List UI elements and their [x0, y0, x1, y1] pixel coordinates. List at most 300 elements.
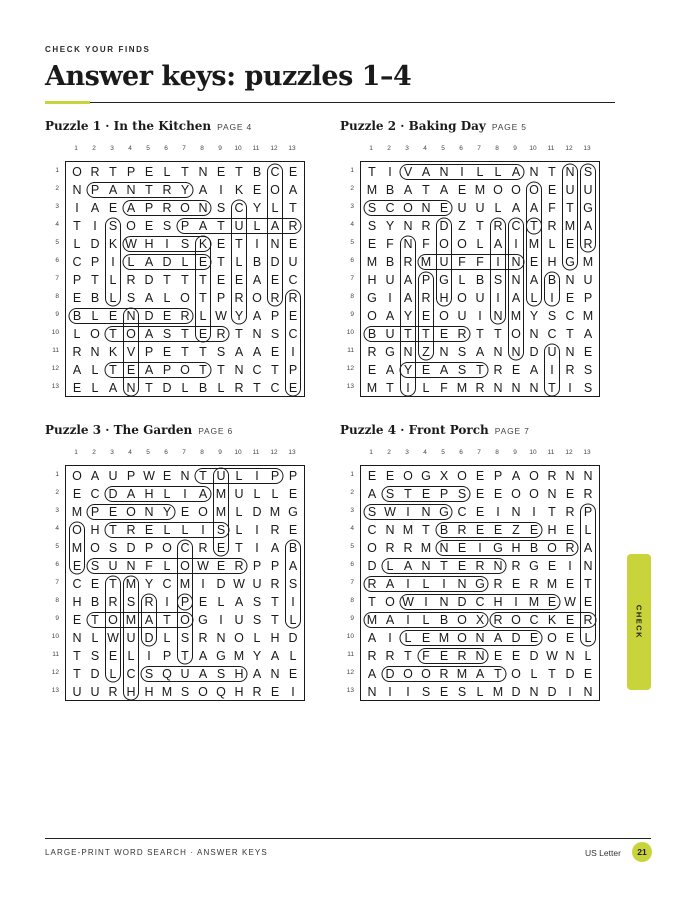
grid-letter: S: [216, 201, 226, 215]
column-number: 9: [218, 449, 222, 456]
grid-letter: I: [93, 219, 97, 233]
grid-letter: N: [252, 327, 262, 341]
grid-letter: I: [568, 559, 572, 573]
grid-letter: E: [216, 273, 226, 287]
grid-letter: O: [421, 667, 431, 681]
grid-letter: O: [108, 613, 118, 627]
grid-letter: E: [367, 363, 377, 377]
grid-letter: R: [234, 381, 244, 395]
grid-letter: E: [288, 309, 298, 323]
answer-loop-swing: [364, 505, 452, 520]
grid-letter: N: [180, 469, 190, 483]
grid-letter: U: [72, 685, 82, 699]
row-number: 10: [51, 633, 59, 640]
column-number: 4: [128, 145, 132, 152]
grid-letter: H: [547, 255, 557, 269]
grid-letter: R: [385, 541, 395, 555]
grid-letter: R: [421, 291, 431, 305]
grid-letter: N: [126, 309, 136, 323]
grid-letter: N: [529, 327, 539, 341]
grid-letter: L: [163, 523, 171, 537]
grid-letter: R: [108, 595, 118, 609]
grid-letter: I: [532, 505, 536, 519]
grid-letter: E: [493, 487, 503, 501]
grid-letter: R: [180, 309, 190, 323]
grid-letter: E: [288, 523, 298, 537]
grid-letter: S: [216, 345, 226, 359]
column-numbers: [65, 449, 305, 459]
answer-loop-lawn: [214, 468, 229, 556]
grid-letter: O: [72, 469, 82, 483]
grid-letter: F: [145, 559, 153, 573]
row-number: 9: [350, 311, 354, 318]
row-number: 8: [350, 597, 354, 604]
grid-letter: I: [496, 505, 500, 519]
grid-letter: T: [181, 327, 189, 341]
grid-letter: E: [583, 595, 593, 609]
row-number: 2: [55, 489, 59, 496]
answer-loop-doormat: [382, 667, 506, 682]
grid-letter: O: [547, 541, 557, 555]
grid-letter: M: [564, 219, 576, 233]
grid-letter: P: [288, 363, 298, 377]
grid-letter: S: [108, 541, 118, 555]
grid-letter: S: [493, 273, 503, 287]
grid-letter: M: [71, 541, 83, 555]
row-number: 8: [350, 293, 354, 300]
grid-letter: A: [511, 201, 521, 215]
grid-letter: L: [199, 309, 207, 323]
grid-letter: B: [198, 381, 208, 395]
grid-letter: E: [565, 577, 575, 591]
grid-letter: R: [529, 577, 539, 591]
answer-loop-lantern: [382, 559, 506, 574]
grid-letter: T: [253, 381, 261, 395]
puzzle-name: Puzzle 2 · Baking Day: [340, 119, 486, 133]
puzzle-title: [45, 421, 233, 439]
answer-loop-apron: [123, 201, 211, 216]
row-number: 2: [350, 185, 354, 192]
grid-letter: I: [568, 685, 572, 699]
grid-letter: L: [530, 667, 538, 681]
grid-letter: A: [288, 559, 298, 573]
grid-letter: T: [109, 577, 117, 591]
grid-letter: M: [125, 613, 137, 627]
grid-letter: I: [514, 595, 518, 609]
grid-letter: O: [511, 183, 521, 197]
grid-letter: E: [547, 559, 557, 573]
grid-letter: C: [270, 381, 280, 395]
grid-letter: L: [289, 613, 297, 627]
grid-letter: E: [439, 201, 449, 215]
column-number: 3: [110, 145, 114, 152]
grid-letter: D: [144, 273, 154, 287]
grid-letter: F: [422, 649, 430, 663]
column-number: 4: [128, 449, 132, 456]
row-number: 7: [55, 275, 59, 282]
grid-letter: P: [144, 541, 154, 555]
grid-letter: N: [511, 505, 521, 519]
grid-letter: L: [476, 685, 484, 699]
grid-letter: O: [439, 237, 449, 251]
answer-loop-squash: [141, 667, 247, 682]
grid-letter: G: [288, 505, 298, 519]
grid-letter: U: [583, 273, 593, 287]
answer-loop-tulip: [195, 469, 283, 484]
grid-letter: R: [403, 255, 413, 269]
grid-letter: L: [404, 631, 412, 645]
grid-letter: A: [403, 183, 413, 197]
grid-letter: W: [402, 595, 414, 609]
grid-letter: M: [582, 255, 594, 269]
grid-letter: G: [421, 469, 431, 483]
row-number: 9: [350, 615, 354, 622]
grid-letter: H: [234, 685, 244, 699]
grid-letter: S: [457, 685, 467, 699]
grid-letter: L: [91, 363, 99, 377]
grid-letter: T: [566, 201, 574, 215]
grid-letter: R: [162, 183, 172, 197]
grid-letter: N: [270, 237, 280, 251]
grid-letter: X: [439, 469, 449, 483]
grid-letter: E: [583, 667, 593, 681]
grid-letter: L: [235, 505, 243, 519]
grid-letter: M: [215, 487, 227, 501]
grid-letter: G: [439, 505, 449, 519]
grid-letter: N: [421, 559, 431, 573]
grid-letter: G: [439, 273, 449, 287]
grid-letter: L: [109, 667, 117, 681]
grid-letter: E: [529, 523, 539, 537]
grid-letter: I: [165, 237, 169, 251]
grid-letter: N: [421, 201, 431, 215]
grid-letter: E: [565, 631, 575, 645]
grid-letter: P: [90, 255, 100, 269]
grid-letter: N: [126, 183, 136, 197]
grid-letter: I: [406, 505, 410, 519]
grid-letter: M: [420, 541, 432, 555]
grid-letter: E: [439, 685, 449, 699]
grid-letter: N: [126, 381, 136, 395]
grid-letter: L: [163, 165, 171, 179]
grid-letter: L: [476, 237, 484, 251]
header-rule: [45, 102, 615, 103]
grid-letter: L: [73, 237, 81, 251]
grid-letter: E: [457, 559, 467, 573]
grid-letter: A: [198, 667, 208, 681]
grid-letter: H: [144, 487, 154, 501]
grid-letter: M: [233, 649, 245, 663]
grid-letter: B: [439, 613, 449, 627]
grid-letter: B: [252, 165, 262, 179]
grid-letter: O: [457, 469, 467, 483]
grid-letter: E: [565, 487, 575, 501]
grid-letter: W: [546, 649, 558, 663]
grid-letter: R: [162, 201, 172, 215]
grid-letter: T: [440, 559, 448, 573]
grid-letter: T: [109, 523, 117, 537]
grid-letter: N: [72, 631, 82, 645]
grid-letter: W: [384, 505, 396, 519]
grid-letter: P: [126, 165, 136, 179]
grid-letter: N: [198, 201, 208, 215]
column-number: 8: [495, 449, 499, 456]
grid-letter: E: [144, 165, 154, 179]
grid-letter: L: [494, 201, 502, 215]
grid-letter: T: [109, 165, 117, 179]
grid-letter: N: [565, 345, 575, 359]
row-number: 2: [350, 489, 354, 496]
column-number: 5: [441, 449, 445, 456]
row-number: 9: [55, 311, 59, 318]
grid-letter: G: [367, 291, 377, 305]
grid-letter: T: [422, 183, 430, 197]
answer-loop-spring: [124, 576, 139, 700]
answer-loop-beam: [545, 272, 560, 306]
grid-letter: T: [73, 219, 81, 233]
answer-loop-rake: [142, 594, 157, 646]
grid-letter: E: [270, 345, 280, 359]
answer-loops: [363, 467, 597, 701]
grid-letter: N: [439, 541, 449, 555]
column-number: 7: [182, 145, 186, 152]
grid-letter: E: [439, 649, 449, 663]
grid-letter: S: [180, 631, 190, 645]
grid-letter: A: [144, 613, 154, 627]
grid-letter: L: [91, 631, 99, 645]
grid-letter: W: [125, 237, 137, 251]
grid-letter: B: [439, 523, 449, 537]
grid-letter: A: [252, 667, 262, 681]
grid-letter: R: [439, 667, 449, 681]
grid-letter: T: [217, 219, 225, 233]
grid-letter: L: [271, 487, 279, 501]
grid-letter: S: [180, 685, 190, 699]
column-number: 12: [565, 449, 573, 456]
answer-loop-yeast: [400, 363, 488, 378]
grid-letter: O: [439, 309, 449, 323]
grid-letter: E: [529, 255, 539, 269]
grid-letter: B: [90, 291, 100, 305]
grid-letter: L: [548, 237, 556, 251]
grid-letter: R: [234, 291, 244, 305]
grid-letter: N: [493, 559, 503, 573]
grid-letter: T: [181, 649, 189, 663]
grid-letter: U: [288, 255, 298, 269]
grid-letter: U: [180, 667, 190, 681]
grid-letter: E: [72, 559, 82, 573]
grid-letter: L: [109, 291, 117, 305]
grid-letter: G: [385, 345, 395, 359]
grid-letter: T: [289, 201, 297, 215]
column-number: 6: [164, 449, 168, 456]
grid-letter: R: [367, 649, 377, 663]
row-number: 13: [51, 687, 59, 694]
row-number: 12: [346, 669, 354, 676]
grid-letter: T: [476, 363, 484, 377]
grid-letter: N: [270, 667, 280, 681]
grid-letter: T: [199, 291, 207, 305]
grid-letter: T: [109, 327, 117, 341]
answer-loop-mailbox: [364, 613, 488, 628]
grid-letter: I: [255, 469, 259, 483]
grid-letter: N: [583, 469, 593, 483]
row-number: 8: [55, 293, 59, 300]
grid-letter: A: [90, 469, 100, 483]
check-side-tab[interactable]: [627, 554, 651, 690]
row-number: 12: [346, 365, 354, 372]
grid-letter: E: [565, 291, 575, 305]
answer-loop-scone: [364, 201, 452, 216]
grid-letter: I: [460, 165, 464, 179]
answer-loop-teapot: [105, 363, 211, 378]
grid-letter: S: [457, 363, 467, 377]
grid-letter: C: [385, 201, 395, 215]
grid-letter: R: [288, 219, 298, 233]
grid-letter: R: [475, 381, 485, 395]
grid-letter: R: [72, 345, 82, 359]
grid-letter: L: [271, 201, 279, 215]
grid-letter: D: [108, 487, 118, 501]
grid-letter: L: [181, 381, 189, 395]
grid-letter: O: [493, 183, 503, 197]
grid-letter: C: [234, 201, 244, 215]
grid-letter: A: [126, 487, 136, 501]
grid-letter: L: [181, 255, 189, 269]
column-number: 10: [234, 449, 242, 456]
grid-letter: A: [385, 363, 395, 377]
grid-letter: S: [252, 595, 262, 609]
column-number: 13: [583, 449, 591, 456]
grid-letter: F: [548, 201, 556, 215]
grid-letter: O: [90, 541, 100, 555]
grid-letter: P: [270, 309, 280, 323]
grid-letter: A: [126, 201, 136, 215]
eyebrow: CHECK YOUR FINDS: [45, 45, 151, 54]
grid-letter: T: [91, 613, 99, 627]
grid-letter: C: [270, 165, 280, 179]
row-number: 11: [52, 347, 59, 354]
grid-letter: L: [253, 219, 261, 233]
answer-loop-dough: [437, 218, 452, 306]
grid-letter: N: [529, 165, 539, 179]
grid-letter: E: [108, 309, 118, 323]
footer-text: LARGE-PRINT WORD SEARCH · ANSWER KEYS: [45, 848, 268, 857]
grid-letter: T: [91, 273, 99, 287]
grid-letter: T: [145, 381, 153, 395]
grid-letter: T: [109, 363, 117, 377]
row-number: 1: [350, 471, 354, 478]
grid-letter: G: [493, 541, 503, 555]
grid-letter: O: [180, 363, 190, 377]
row-number: 8: [55, 597, 59, 604]
header-accent-bar: [45, 101, 90, 104]
letter-grid: [360, 465, 600, 701]
grid-letter: U: [252, 577, 262, 591]
grid-letter: A: [144, 291, 154, 305]
row-number: 7: [350, 275, 354, 282]
grid-letter: A: [439, 183, 449, 197]
grid-letter: O: [367, 309, 377, 323]
footer-rule: [45, 838, 651, 839]
grid-letter: Y: [529, 309, 539, 323]
row-number: 5: [350, 239, 354, 246]
grid-letter: L: [584, 631, 592, 645]
grid-letter: E: [108, 505, 118, 519]
grid-letter: N: [439, 595, 449, 609]
grid-letter: L: [91, 381, 99, 395]
grid-letter: T: [530, 219, 538, 233]
grid-letter: E: [198, 595, 208, 609]
column-number: 4: [423, 449, 427, 456]
grid-letter: E: [216, 559, 226, 573]
column-number: 2: [92, 449, 96, 456]
grid-letter: E: [547, 183, 557, 197]
grid-letter: E: [367, 237, 377, 251]
answer-loops: [363, 163, 597, 397]
grid-letter: O: [234, 631, 244, 645]
grid-letter: Z: [458, 219, 466, 233]
grid-letter: E: [252, 183, 262, 197]
grid-letter: A: [144, 255, 154, 269]
grid-letter: S: [583, 165, 593, 179]
grid-letter: R: [216, 327, 226, 341]
grid-letter: A: [385, 309, 395, 323]
grid-letter: N: [126, 559, 136, 573]
grid-letter: A: [234, 345, 244, 359]
grid-letter: T: [181, 273, 189, 287]
puzzle-page-ref: PAGE 6: [198, 426, 234, 436]
grid-letter: S: [144, 667, 154, 681]
grid-letter: O: [457, 291, 467, 305]
grid-letter: E: [421, 487, 431, 501]
grid-letter: R: [270, 523, 280, 537]
grid-letter: E: [475, 487, 485, 501]
answer-loop-spice: [106, 218, 121, 306]
grid-letter: M: [269, 505, 281, 519]
grid-letter: E: [198, 255, 208, 269]
puzzle-title: [340, 421, 530, 439]
grid-letter: M: [402, 523, 414, 537]
grid-letter: H: [90, 523, 100, 537]
answer-loop-oat: [527, 182, 542, 234]
grid-letter: D: [288, 631, 298, 645]
grid-letter: K: [198, 237, 208, 251]
grid-letter: A: [439, 363, 449, 377]
grid-letter: L: [289, 649, 297, 663]
grid-letter: I: [255, 237, 259, 251]
answer-loop-pantry: [87, 183, 193, 198]
grid-letter: A: [403, 291, 413, 305]
grid-letter: E: [493, 523, 503, 537]
grid-letter: C: [457, 505, 467, 519]
grid-letter: R: [475, 559, 485, 573]
grid-letter: O: [180, 201, 190, 215]
column-number: 2: [387, 145, 391, 152]
grid-letter: E: [439, 327, 449, 341]
grid-letter: T: [494, 327, 502, 341]
row-number: 3: [55, 203, 59, 210]
grid-letter: E: [421, 309, 431, 323]
grid-letter: T: [368, 165, 376, 179]
grid-letter: L: [476, 165, 484, 179]
grid-letter: M: [528, 237, 540, 251]
grid-letter: Y: [162, 505, 172, 519]
grid-letter: L: [584, 649, 592, 663]
grid-letter: O: [90, 327, 100, 341]
grid-letter: I: [291, 345, 295, 359]
column-number: 1: [74, 145, 78, 152]
